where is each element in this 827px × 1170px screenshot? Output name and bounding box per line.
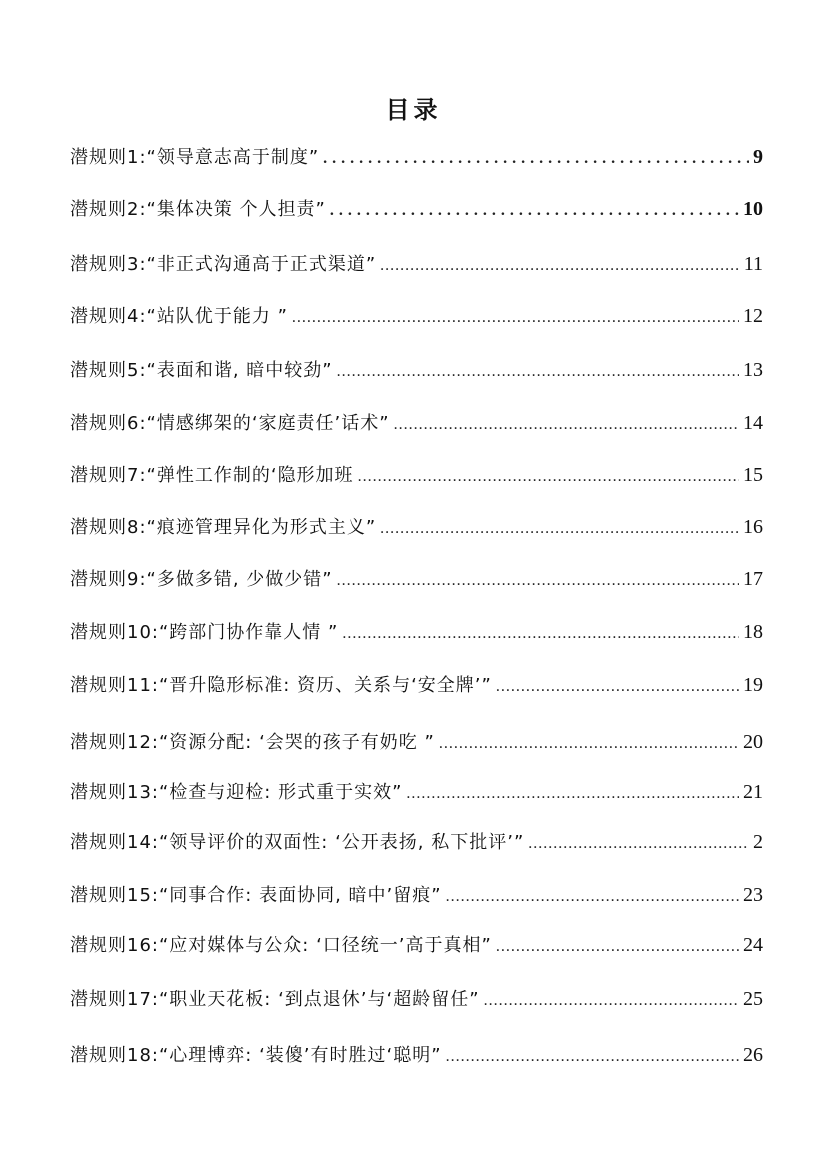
toc-entry-page: 14 — [743, 412, 763, 434]
toc-leader-dots — [496, 932, 739, 962]
toc-leader-dots — [446, 1042, 739, 1072]
toc-leader-dots — [342, 619, 739, 649]
toc-leader-dots — [406, 779, 739, 809]
toc-entry[interactable] — [70, 512, 763, 542]
toc-entry[interactable] — [70, 984, 763, 1014]
toc-title: 目录 — [385, 95, 442, 124]
toc-entry[interactable] — [70, 142, 763, 172]
toc-entry[interactable] — [70, 777, 763, 807]
toc-entry-label: 潜规则7:“弹性工作制的‘隐形加班 — [70, 465, 354, 486]
toc-entry-label: 潜规则15:“同事合作: 表面协同, 暗中’留痕” — [70, 885, 442, 906]
toc-entry[interactable] — [70, 355, 763, 385]
toc-entry[interactable] — [70, 460, 763, 490]
toc-entry[interactable] — [70, 1040, 763, 1070]
toc-entry-label: 潜规则10:“跨部门协作靠人情 ” — [70, 622, 339, 643]
toc-entry-label: 潜规则11:“晋升隐形标准: 资历、关系与‘安全牌’” — [70, 675, 492, 696]
toc-entry-page: 23 — [743, 884, 763, 906]
toc-entry-page: 2 — [753, 831, 763, 853]
toc-leader-dots — [496, 672, 739, 702]
toc-entry-page: 18 — [743, 621, 763, 643]
toc-entry-page: 11 — [743, 253, 763, 275]
toc-entry[interactable] — [70, 727, 763, 757]
toc-entry-label: 潜规则4:“站队优于能力 ” — [70, 306, 288, 327]
toc-entry[interactable] — [70, 194, 763, 224]
toc-entry-label: 潜规则9:“多做多错, 少做少错” — [70, 569, 333, 590]
toc-entry-page: 20 — [743, 731, 763, 753]
toc-entry-page: 19 — [743, 674, 763, 696]
toc-entry-label: 潜规则18:“心理博弈: ‘装傻’有时胜过‘聪明” — [70, 1045, 442, 1066]
toc-entry-label: 潜规则13:“检查与迎检: 形式重于实效” — [70, 782, 403, 803]
toc-entry-label: 潜规则6:“情感绑架的‘家庭责任’话术” — [70, 413, 390, 434]
toc-entry-page: 12 — [743, 305, 763, 327]
toc-entry-page: 25 — [743, 988, 763, 1010]
toc-leader-dots — [330, 196, 739, 226]
toc-entry-page: 13 — [743, 359, 763, 381]
toc-entry-page: 24 — [743, 934, 763, 956]
toc-entry-page: 17 — [743, 568, 763, 590]
toc-entry[interactable] — [70, 670, 763, 700]
toc-leader-dots — [337, 566, 739, 596]
toc-entry-label: 潜规则12:“资源分配: ‘会哭的孩子有奶吃 ” — [70, 732, 435, 753]
toc-entry-page: 10 — [743, 198, 763, 220]
toc-leader-dots — [446, 882, 739, 912]
toc-entry[interactable] — [70, 564, 763, 594]
toc-entry-label: 潜规则3:“非正式沟通高于正式渠道” — [70, 254, 377, 275]
toc-entry[interactable] — [70, 408, 763, 438]
toc-entry[interactable] — [70, 301, 763, 331]
toc-entry-label: 潜规则2:“集体决策 个人担责” — [70, 199, 326, 220]
toc-leader-dots — [292, 303, 739, 333]
toc-leader-dots — [380, 514, 739, 544]
toc-leader-dots — [323, 144, 749, 174]
toc-entry-label: 潜规则17:“职业天花板: ‘到点退休’与‘超龄留任” — [70, 989, 480, 1010]
toc-entry-page: 16 — [743, 516, 763, 538]
toc-entry[interactable] — [70, 930, 763, 960]
toc-entry-page: 15 — [743, 464, 763, 486]
toc-entry-label: 潜规则16:“应对媒体与公众: ‘口径统一’高于真相” — [70, 935, 492, 956]
toc-leader-dots — [358, 462, 739, 492]
toc-leader-dots — [394, 410, 739, 440]
toc-entry-page: 9 — [753, 146, 763, 168]
toc-leader-dots — [439, 729, 739, 759]
toc-entry[interactable] — [70, 827, 763, 857]
toc-entry[interactable] — [70, 617, 763, 647]
toc-entry-page: 26 — [743, 1044, 763, 1066]
toc-entry-label: 潜规则14:“领导评价的双面性: ‘公开表扬, 私下批评’” — [70, 832, 525, 853]
toc-leader-dots — [528, 829, 749, 859]
toc-leader-dots — [337, 357, 739, 387]
toc-entry-label: 潜规则5:“表面和谐, 暗中较劲” — [70, 360, 333, 381]
toc-entry-label: 潜规则1:“领导意志高于制度” — [70, 147, 320, 168]
toc-leader-dots — [380, 251, 740, 281]
toc-leader-dots — [484, 986, 739, 1016]
toc-entry[interactable] — [70, 880, 763, 910]
toc-entry-page: 21 — [743, 781, 763, 803]
toc-entry[interactable] — [70, 249, 763, 279]
toc-entry-label: 潜规则8:“痕迹管理异化为形式主义” — [70, 517, 377, 538]
